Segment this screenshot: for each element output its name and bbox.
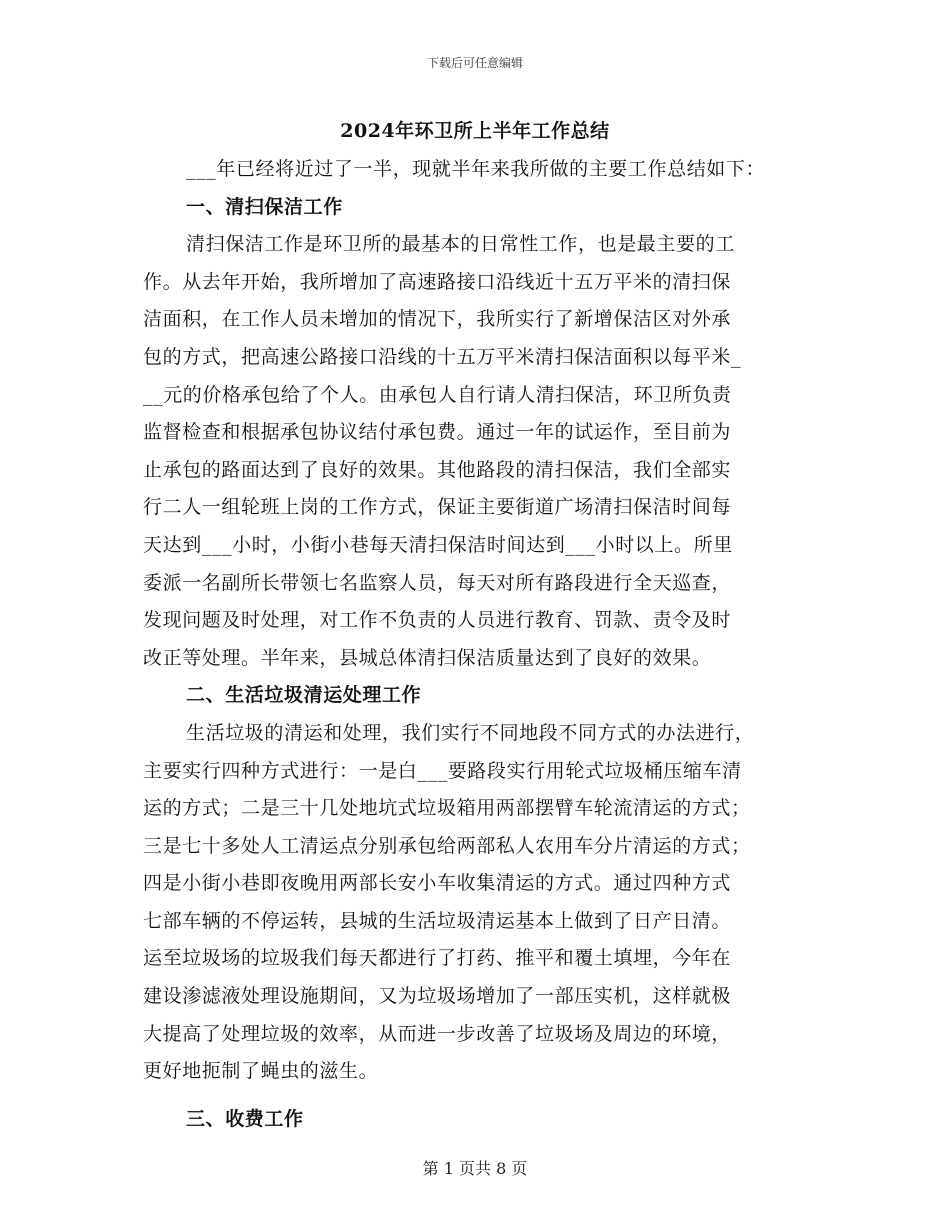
paragraph-line: 行二人一组轮班上岗的工作方式，保证主要街道广场清扫保洁时间每 xyxy=(143,496,732,519)
paragraph-line: 天达到___小时，小街小巷每天清扫保洁时间达到___小时以上。所里 xyxy=(143,533,733,556)
intro-paragraph-line: ___年已经将近过了一半，现就半年来我所做的主要工作总结如下： xyxy=(186,158,766,180)
paragraph-line: 建设渗滤液处理设施期间，又为垃圾场增加了一部压实机，这样就极 xyxy=(143,985,732,1008)
document-title: 2024年环卫所上半年工作总结 xyxy=(340,120,610,142)
paragraph-line: 作。从去年开始，我所增加了高速路接口沿线近十五万平米的清扫保 xyxy=(143,270,732,293)
paragraph-line: 运的方式；二是三十几处地坑式垃圾箱用两部摆臂车轮流清运的方式； xyxy=(143,797,751,820)
paragraph-line: 包的方式，把高速公路接口沿线的十五万平米清扫保洁面积以每平米_ xyxy=(143,345,742,368)
paragraph-line: __元的价格承包给了个人。由承包人自行请人清扫保洁，环卫所负责 xyxy=(143,383,732,406)
section-heading-cleaning: 一、清扫保洁工作 xyxy=(186,195,343,218)
paragraph-line: 七部车辆的不停运转，县城的生活垃圾清运基本上做到了日产日清。 xyxy=(143,909,732,932)
page-number: 第 1 页共 8 页 xyxy=(422,1159,528,1178)
paragraph-line: 止承包的路面达到了良好的效果。其他路段的清扫保洁，我们全部实 xyxy=(143,458,732,481)
page-header-note: 下载后可任意编辑 xyxy=(426,56,523,70)
section-heading-garbage: 二、生活垃圾清运处理工作 xyxy=(186,684,422,707)
paragraph-line: 运至垃圾场的垃圾我们每天都进行了打药、推平和覆土填埋，今年在 xyxy=(143,947,732,970)
paragraph-line: 委派一名副所长带领七名监察人员，每天对所有路段进行全天巡查， xyxy=(143,571,732,594)
section-heading-fees: 三、收费工作 xyxy=(186,1107,304,1130)
paragraph-line: 监督检查和根据承包协议结付承包费。通过一年的试运作，至目前为 xyxy=(143,421,732,444)
paragraph-line: 三是七十多处人工清运点分别承包给两部私人农用车分片清运的方式； xyxy=(143,834,751,857)
paragraph-line: 洁面积，在工作人员未增加的情况下，我所实行了新增保洁区对外承 xyxy=(143,308,732,331)
paragraph-line: 大提高了处理垃圾的效率，从而进一步改善了垃圾场及周边的环境， xyxy=(143,1022,732,1045)
paragraph-line: 主要实行四种方式进行：一是白___要路段实行用轮式垃圾桶压缩车清 xyxy=(143,759,742,782)
paragraph-line: 清扫保洁工作是环卫所的最基本的日常性工作，也是最主要的工 xyxy=(186,233,735,256)
document-body xyxy=(143,151,811,1138)
paragraph-line: 发现问题及时处理，对工作不负责的人员进行教育、罚款、责令及时 xyxy=(143,609,732,632)
paragraph-line: 生活垃圾的清运和处理，我们实行不同地段不同方式的办法进行， xyxy=(186,721,755,744)
paragraph-line: 改正等处理。半年来，县城总体清扫保洁质量达到了良好的效果。 xyxy=(143,646,712,669)
paragraph-line: 更好地扼制了蝇虫的滋生。 xyxy=(143,1060,379,1083)
paragraph-line: 四是小街小巷即夜晚用两部长安小车收集清运的方式。通过四种方式 xyxy=(143,872,732,895)
